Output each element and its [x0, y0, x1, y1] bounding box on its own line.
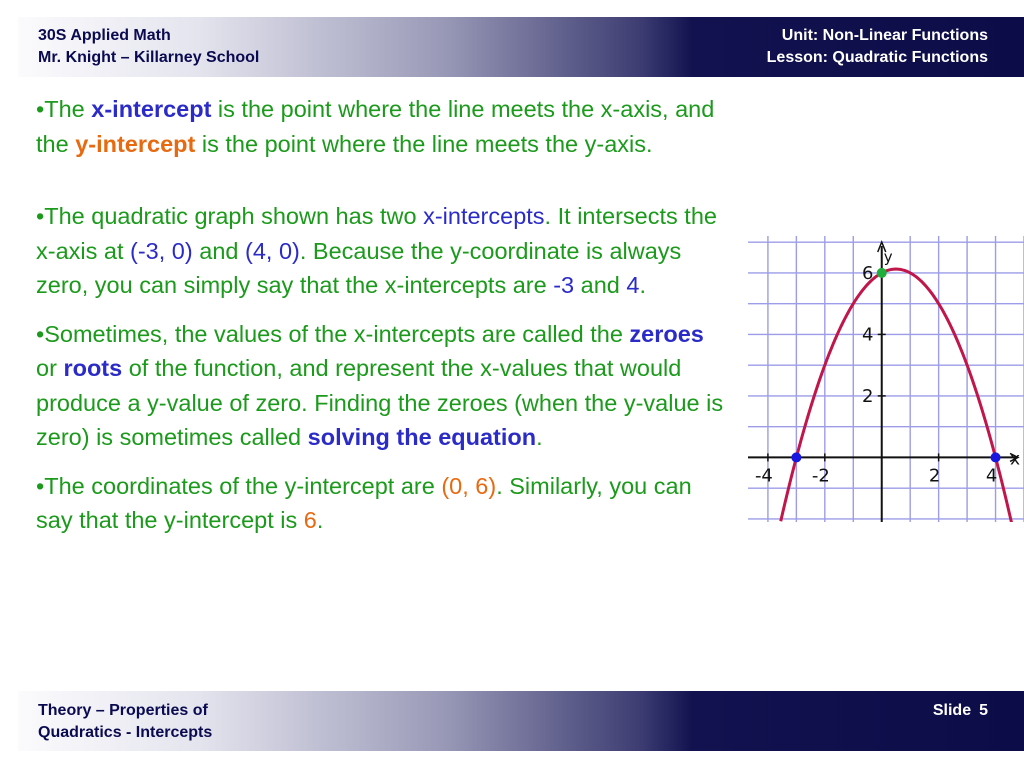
x-tick-label: -2 — [811, 465, 830, 487]
paragraph-zeroes-roots: •Sometimes, the values of the x-intercepts are called the zeroes or roots of the function, and represent the x-values that would produce a y-value of zero. Finding the zeroes (when the y-value is zero) is sometimes called solving the equation. — [36, 320, 724, 450]
point-4-0: (4, 0) — [245, 237, 300, 264]
x-intercept-point — [791, 452, 801, 462]
course-title: 30S Applied Math — [38, 27, 171, 44]
x-tick-label: -4 — [754, 465, 773, 487]
footer-bar — [18, 691, 1024, 751]
footer-title-line2: Quadratics - Intercepts — [38, 724, 213, 741]
header-right — [767, 25, 988, 69]
slide-number: 5 — [979, 702, 988, 719]
bullet: • — [36, 96, 45, 122]
y-tick-label: 2 — [862, 385, 874, 407]
y-axis-label: y — [883, 248, 893, 266]
term-roots: roots — [63, 355, 123, 381]
bullet: • — [36, 472, 45, 499]
x-intercept-point — [991, 452, 1001, 462]
y-tick-label: 6 — [862, 262, 874, 284]
x-tick-label: 4 — [985, 465, 998, 487]
y-intercept-point — [877, 268, 887, 278]
lesson-title: Lesson: Quadratic Functions — [766, 49, 988, 66]
teacher-name: Mr. Knight – Killarney School — [38, 49, 260, 66]
header-left — [38, 25, 259, 69]
point-neg3-0: (-3, 0) — [130, 237, 193, 264]
slide-label: Slide — [932, 702, 972, 719]
quadratic-graph — [748, 236, 1024, 522]
value-4: 4 — [626, 272, 640, 298]
x-tick-label: 2 — [928, 465, 941, 487]
slide-content — [36, 92, 726, 538]
y-tick-label: 4 — [862, 324, 874, 346]
term-x-intercepts: x-intercepts — [423, 203, 545, 229]
slide-indicator — [933, 700, 988, 722]
term-y-intercept: y-intercept — [75, 130, 196, 157]
x-axis-label: x — [1010, 449, 1021, 470]
footer-left — [38, 700, 212, 744]
paragraph-x-intercepts: •The quadratic graph shown has two x-intercepts. It intersects the x-axis at (-3, 0) and (4, 0). Because the y-coordinate is always zero, you can simply say that the x-intercepts are -3 and 4. — [36, 203, 717, 298]
bullet: • — [36, 320, 45, 347]
value-neg3: -3 — [553, 272, 575, 298]
paragraph-y-intercept: •The coordinates of the y-intercept are (0, 6). Similarly, you can say that the y-intercept is 6. — [36, 472, 692, 533]
bullet: • — [36, 203, 45, 229]
paragraph-intercept-definition: •The x-intercept is the point where the line meets the x-axis, and the y-intercept is the point where the line meets the y-axis. — [36, 96, 715, 157]
value-6: 6 — [303, 507, 317, 533]
unit-title: Unit: Non-Linear Functions — [781, 27, 988, 44]
footer-title-line1: Theory – Properties of — [38, 702, 208, 719]
point-0-6: (0, 6) — [441, 472, 497, 499]
term-x-intercept: x-intercept — [91, 96, 212, 122]
header-bar — [18, 17, 1024, 77]
term-solving-the-equation: solving the equation — [307, 424, 537, 450]
term-zeroes: zeroes — [629, 320, 704, 347]
